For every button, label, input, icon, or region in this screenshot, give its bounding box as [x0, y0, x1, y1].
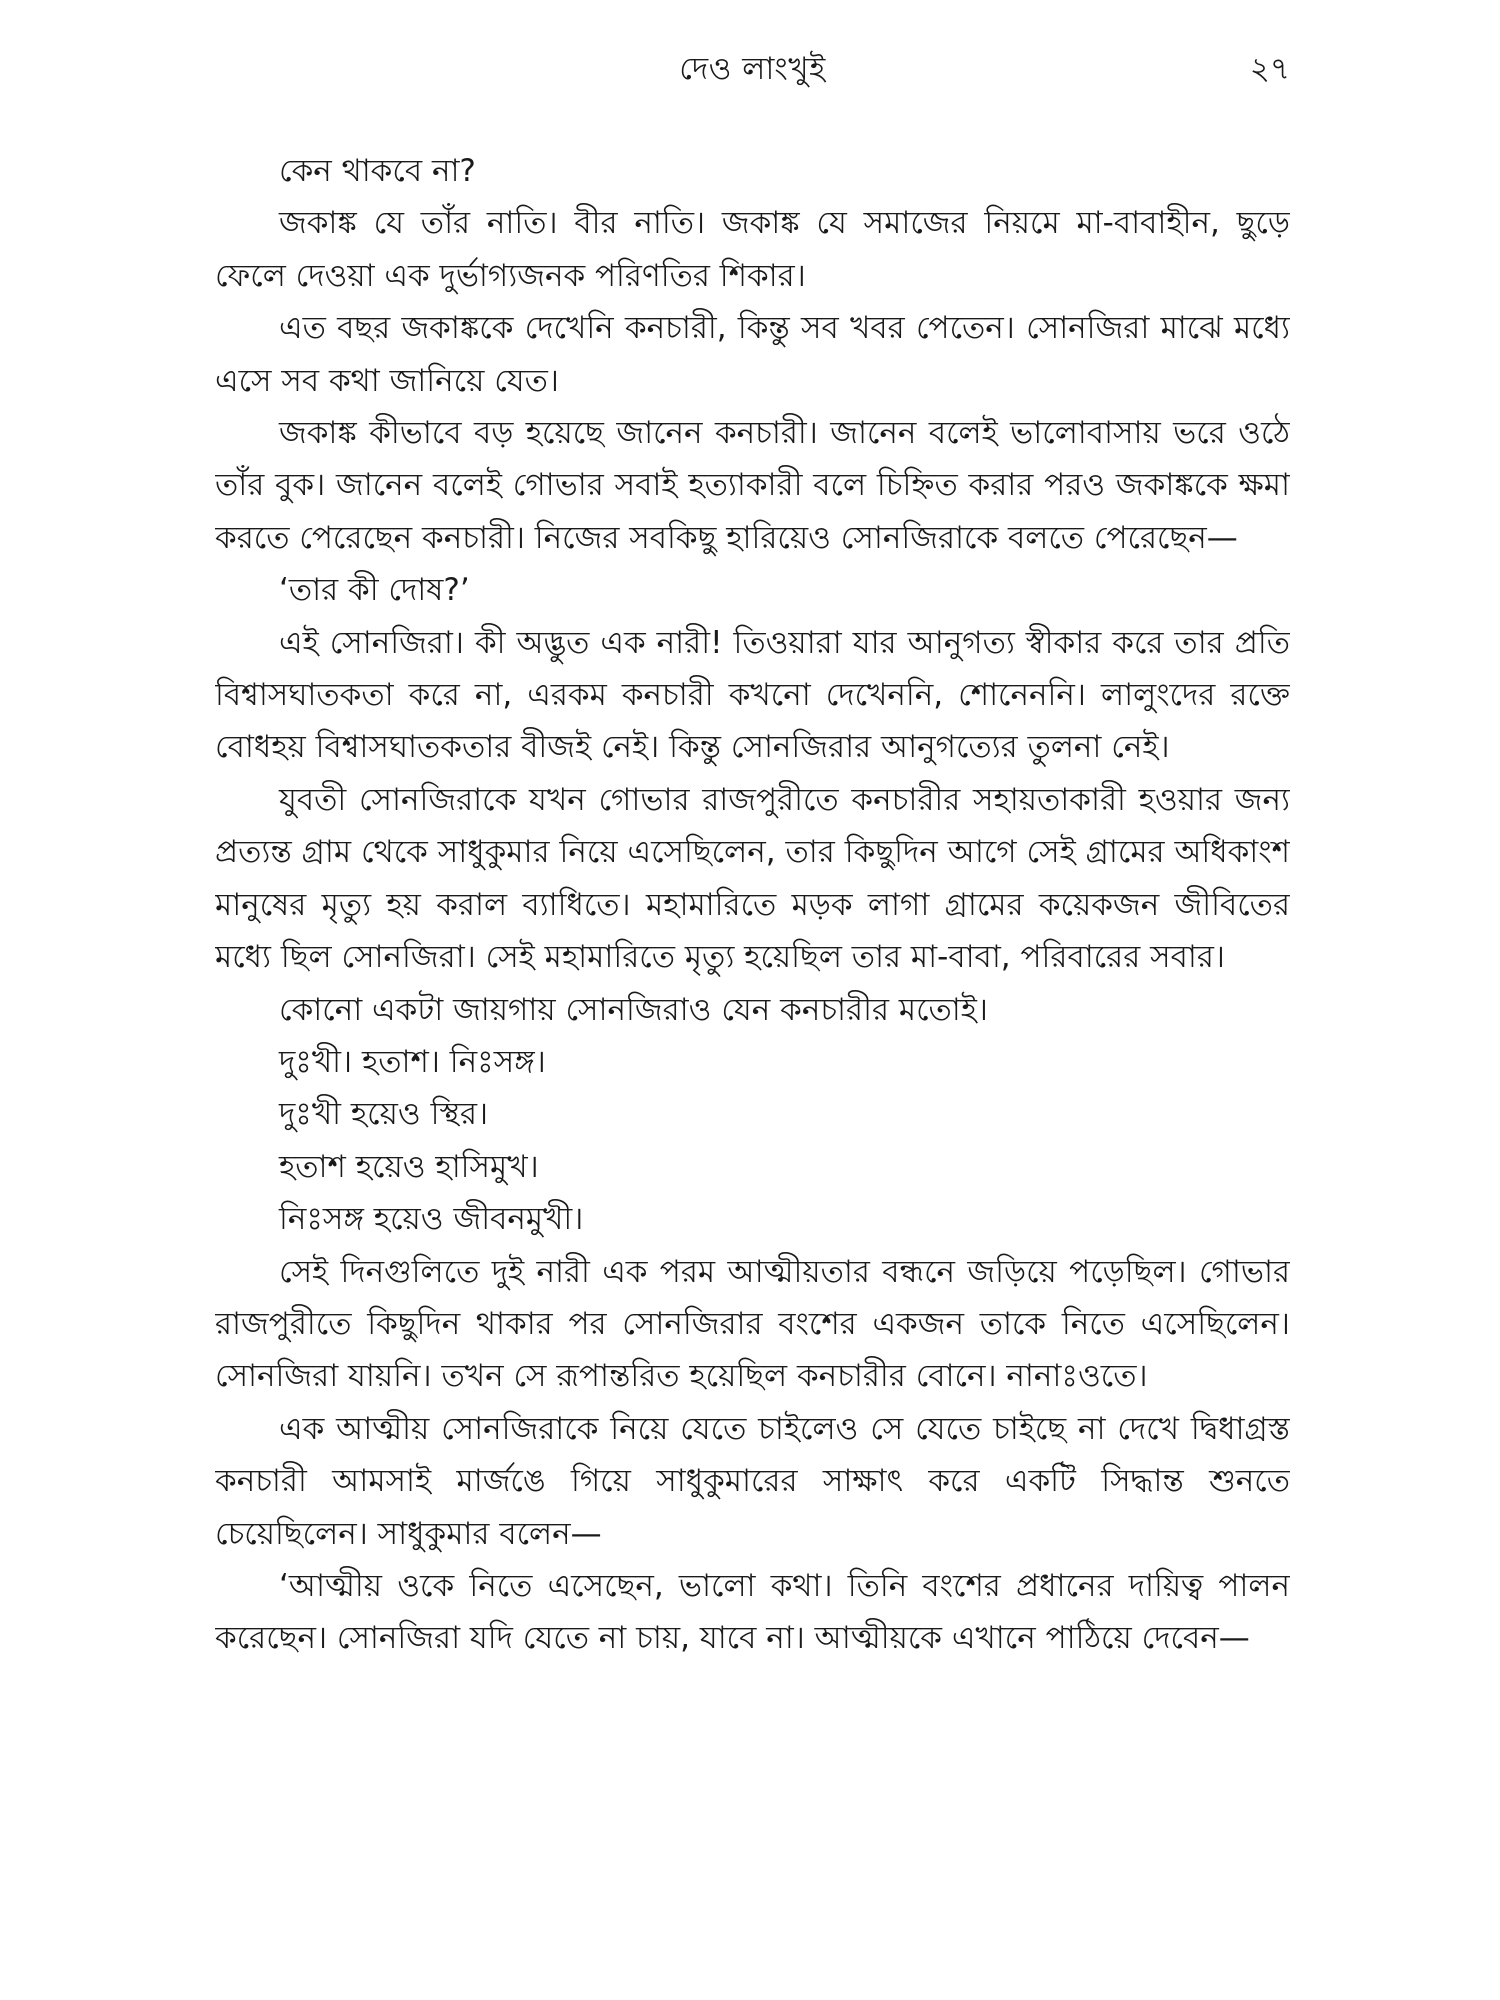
paragraph-3: এত বছর জকাঙ্ককে দেখেনি কনচারী, কিন্তু সব খবর পেতেন। সোনজিরা মাঝে মধ্যে এসে সব কথা জানিয়ে যেত। — [215, 310, 1290, 399]
paragraph-6: এই সোনজিরা। কী অদ্ভুত এক নারী! তিওয়ারা যার আনুগত্য স্বীকার করে তার প্রতি বিশ্বাসঘাতকতা করে না, এরকম কনচারী কখনো দেখেননি, শোনেননি। লালুংদের রক্তে বোধহয় বিশ্বাসঘাতকতার বীজই নেই। কিন্তু সোনজিরার আনুগত্যের তুলনা নেই। — [215, 624, 1290, 766]
paragraph-12: নিঃসঙ্গ হয়েও জীবনমুখী। — [279, 1201, 584, 1238]
paragraph-2: জকাঙ্ক যে তাঁর নাতি। বীর নাতি। জকাঙ্ক যে সমাজের নিয়মে মা-বাবাহীন, ছুড়ে ফেলে দেওয়া এক দুর্ভাগ্যজনক পরিণতির শিকার। — [215, 205, 1290, 294]
paragraph-8: কোনো একটা জায়গায় সোনজিরাও যেন কনচারীর মতোই। — [279, 991, 988, 1028]
paragraph-11: হতাশ হয়েও হাসিমুখ। — [279, 1148, 539, 1185]
paragraph-1: কেন থাকবে না? — [279, 153, 476, 189]
running-title: দেও লাংখুই — [679, 51, 826, 87]
paragraph-4: জকাঙ্ক কীভাবে বড় হয়েছে জানেন কনচারী। জানেন বলেই ভালোবাসায় ভরে ওঠে তাঁর বুক। জানেন বলেই গোভার সবাই হত্যাকারী বলে চিহ্নিত করার পরও জকাঙ্ককে ক্ষমা করতে পেরেছেন কনচারী। নিজের সবকিছু হারিয়েও সোনজিরাকে বলতে পেরেছেন— — [215, 415, 1290, 556]
paragraph-5: ‘তার কী দোষ?’ — [279, 572, 470, 609]
paragraph-15: ‘আত্মীয় ওকে নিতে এসেছেন, ভালো কথা। তিনি বংশের প্রধানের দায়িত্ব পালন করেছেন। সোনজিরা যদি যেতে না চায়, যাবে না। আত্মীয়কে এখানে পাঠিয়ে দেবেন— — [215, 1567, 1290, 1657]
paragraph-9: দুঃখী। হতাশ। নিঃসঙ্গ। — [279, 1043, 546, 1080]
body-text — [215, 145, 1290, 1975]
paragraph-13: সেই দিনগুলিতে দুই নারী এক পরম আত্মীয়তার বন্ধনে জড়িয়ে পড়েছিল। গোভার রাজপুরীতে কিছুদিন থাকার পর সোনজিরার বংশের একজন তাকে নিতে এসেছিলেন। সোনজিরা যায়নি। তখন সে রূপান্তরিত হয়েছিল কনচারীর বোনে। নানাঃওতে। — [215, 1253, 1290, 1395]
paragraph-14: এক আত্মীয় সোনজিরাকে নিয়ে যেতে চাইলেও সে যেতে চাইছে না দেখে দ্বিধাগ্রস্ত কনচারী আমসাই মার্জঙে গিয়ে সাধুকুমারের সাক্ষাৎ করে একটি সিদ্ধান্ত শুনতে চেয়েছিলেন। সাধুকুমার বলেন— — [215, 1410, 1290, 1552]
paragraph-7: যুবতী সোনজিরাকে যখন গোভার রাজপুরীতে কনচারীর সহায়তাকারী হওয়ার জন্য প্রত্যন্ত গ্রাম থেকে সাধুকুমার নিয়ে এসেছিলেন, তার কিছুদিন আগে সেই গ্রামের অধিকাংশ মানুষের মৃত্যু হয় করাল ব্যাধিতে। মহামারিতে মড়ক লাগা গ্রামের কয়েকজন জীবিতের মধ্যে ছিল সোনজিরা। সেই মহামারিতে মৃত্যু হয়েছিল তার মা-বাবা, পরিবারের সবার। — [215, 781, 1290, 976]
running-header — [215, 44, 1290, 94]
page-number: ২৭ — [1249, 51, 1290, 87]
paragraph-10: দুঃখী হয়েও স্থির। — [279, 1096, 489, 1133]
